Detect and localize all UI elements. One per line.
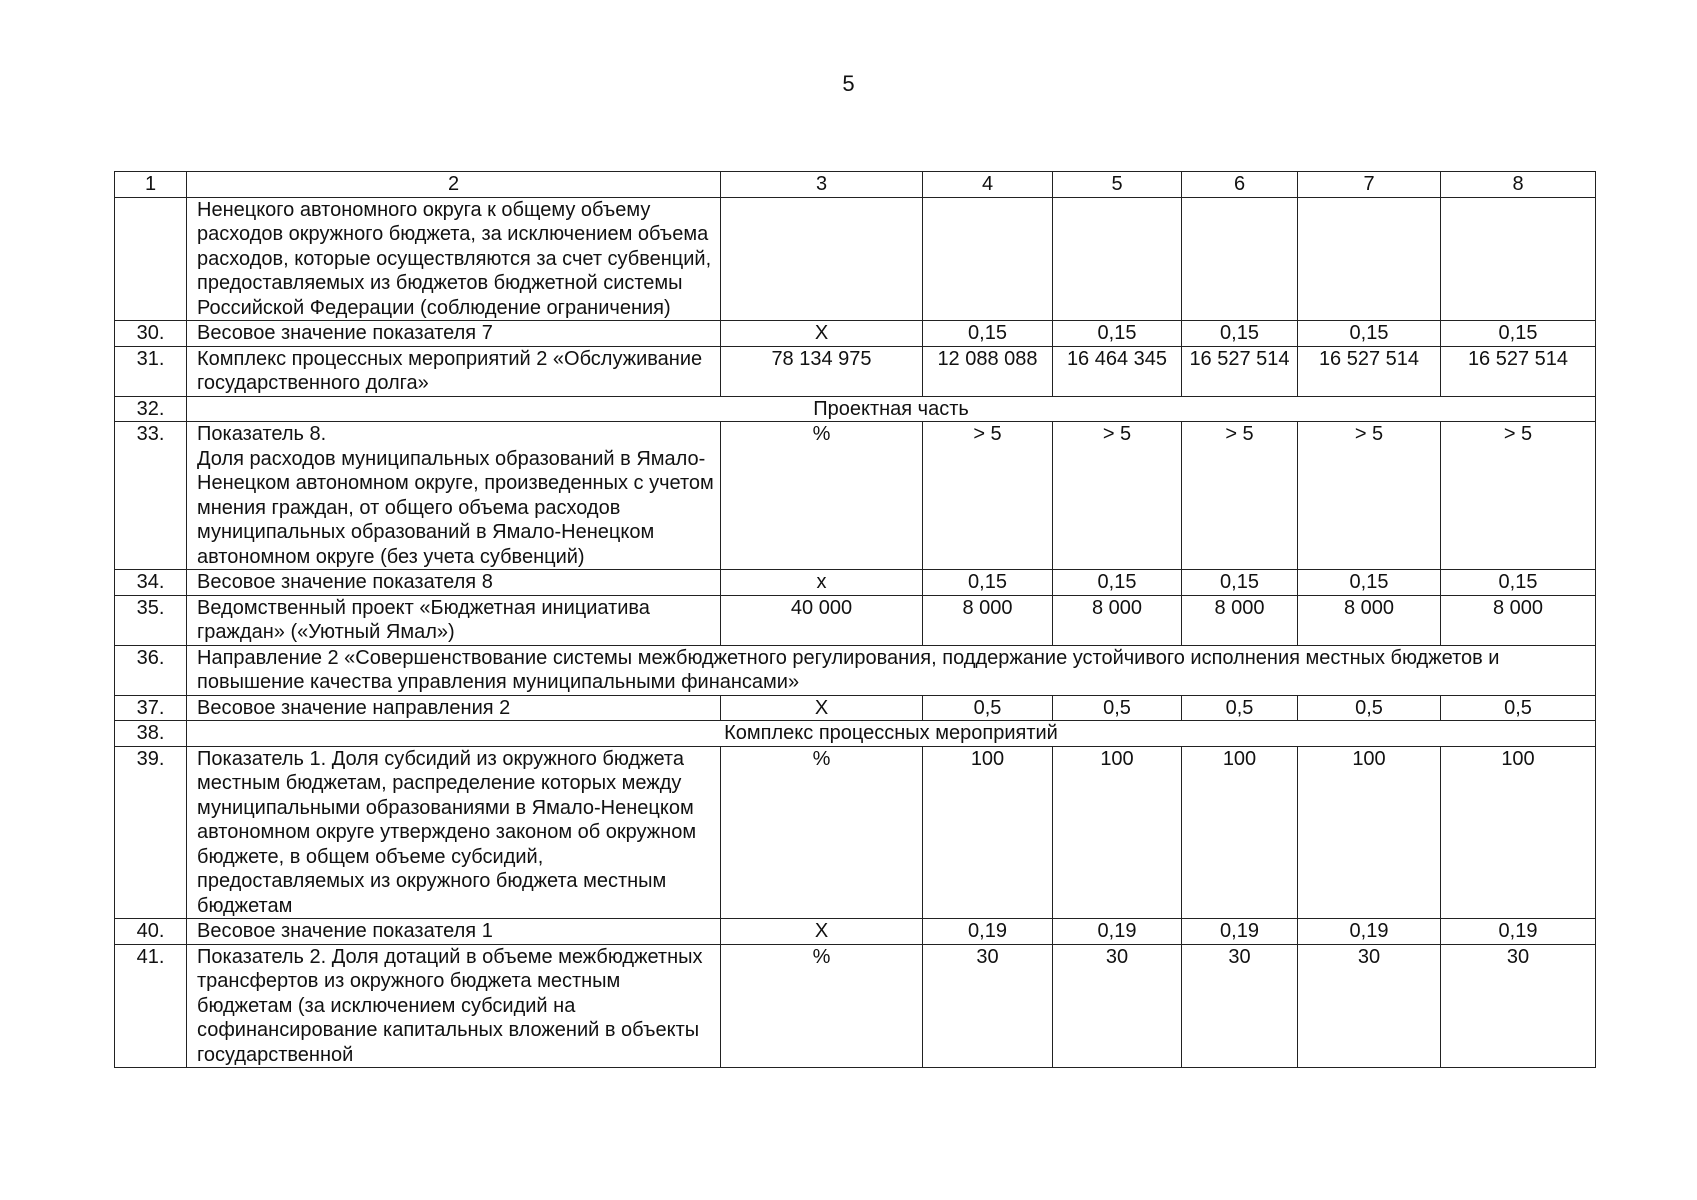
year-value: > 5 xyxy=(1053,422,1182,570)
year-value: 0,15 xyxy=(1182,570,1298,596)
row-number: 39. xyxy=(115,746,187,919)
row-description: Показатель 2. Доля дотаций в объеме межбюджетных трансфертов из окружного бюджета местным бюджетам (за исключением субсидий на софинансирование капитальных вложений в объекты государственной xyxy=(187,944,721,1068)
row-number: 41. xyxy=(115,944,187,1068)
total-value: 78 134 975 xyxy=(721,346,923,396)
year-value xyxy=(1298,197,1441,321)
year-value: 16 464 345 xyxy=(1053,346,1182,396)
column-header: 6 xyxy=(1182,172,1298,198)
total-value: Х xyxy=(721,695,923,721)
year-value: 100 xyxy=(923,746,1053,919)
year-value: 30 xyxy=(1441,944,1596,1068)
year-value: > 5 xyxy=(1298,422,1441,570)
section-title: Направление 2 «Совершенствование системы межбюджетного регулирования, поддержание устойчивого исполнения местных бюджетов и повышение качества управления муниципальными финансами» xyxy=(187,645,1596,695)
total-value: % xyxy=(721,746,923,919)
row-number: 35. xyxy=(115,595,187,645)
row-number: 32. xyxy=(115,396,187,422)
section-title: Комплекс процессных мероприятий xyxy=(187,721,1596,747)
year-value: 0,15 xyxy=(1441,570,1596,596)
year-value: 0,19 xyxy=(923,919,1053,945)
year-value: 0,15 xyxy=(1298,321,1441,347)
row-number: 40. xyxy=(115,919,187,945)
table-row xyxy=(115,595,1596,645)
row-description: Весовое значение показателя 8 xyxy=(187,570,721,596)
row-description: Весовое значение показателя 1 xyxy=(187,919,721,945)
year-value: 0,5 xyxy=(1182,695,1298,721)
row-number: 37. xyxy=(115,695,187,721)
row-number: 38. xyxy=(115,721,187,747)
year-value: > 5 xyxy=(1182,422,1298,570)
year-value xyxy=(1053,197,1182,321)
year-value: 100 xyxy=(1298,746,1441,919)
year-value: 0,5 xyxy=(1053,695,1182,721)
table-row xyxy=(115,346,1596,396)
column-header: 8 xyxy=(1441,172,1596,198)
year-value: > 5 xyxy=(923,422,1053,570)
year-value: 0,19 xyxy=(1298,919,1441,945)
row-description: Показатель 1. Доля субсидий из окружного бюджета местным бюджетам, распределение которых между муниципальными образованиями в Ямало-Ненецком автономном округе утверждено законом об окружном бюджете, в общем объеме субсидий, предоставляемых из окружного бюджета местным бюджетам xyxy=(187,746,721,919)
year-value xyxy=(1182,197,1298,321)
row-description: Комплекс процессных мероприятий 2 «Обслуживание государственного долга» xyxy=(187,346,721,396)
year-value: 100 xyxy=(1441,746,1596,919)
column-header: 5 xyxy=(1053,172,1182,198)
year-value: 30 xyxy=(923,944,1053,1068)
section-row xyxy=(115,721,1596,747)
table-row xyxy=(115,944,1596,1068)
table-row xyxy=(115,422,1596,570)
section-title: Проектная часть xyxy=(187,396,1596,422)
year-value: 0,5 xyxy=(1298,695,1441,721)
year-value: 30 xyxy=(1182,944,1298,1068)
total-value: % xyxy=(721,422,923,570)
year-value: 8 000 xyxy=(1441,595,1596,645)
total-value: Х xyxy=(721,919,923,945)
year-value: 12 088 088 xyxy=(923,346,1053,396)
year-value xyxy=(923,197,1053,321)
row-description: Весовое значение направления 2 xyxy=(187,695,721,721)
year-value: 100 xyxy=(1053,746,1182,919)
row-number: 36. xyxy=(115,645,187,695)
year-value: 0,19 xyxy=(1441,919,1596,945)
year-value: 100 xyxy=(1182,746,1298,919)
year-value: 0,15 xyxy=(923,321,1053,347)
year-value: 8 000 xyxy=(1182,595,1298,645)
table-row xyxy=(115,570,1596,596)
year-value: 0,5 xyxy=(923,695,1053,721)
year-value: > 5 xyxy=(1441,422,1596,570)
column-numbers-row xyxy=(115,172,1596,198)
year-value: 0,19 xyxy=(1182,919,1298,945)
row-description: Ненецкого автономного округа к общему объему расходов окружного бюджета, за исключением объема расходов, которые осуществляются за счет субвенций, предоставляемых из бюджетов бюджетной системы Российской Федерации (соблюдение ограничения) xyxy=(187,197,721,321)
year-value: 0,5 xyxy=(1441,695,1596,721)
column-header: 2 xyxy=(187,172,721,198)
row-number: 33. xyxy=(115,422,187,570)
year-value: 16 527 514 xyxy=(1441,346,1596,396)
row-number xyxy=(115,197,187,321)
year-value: 0,15 xyxy=(1053,321,1182,347)
row-description: Весовое значение показателя 7 xyxy=(187,321,721,347)
year-value: 0,15 xyxy=(1441,321,1596,347)
year-value: 0,15 xyxy=(923,570,1053,596)
table-row xyxy=(115,321,1596,347)
page-number: 5 xyxy=(842,71,855,96)
year-value: 0,15 xyxy=(1298,570,1441,596)
row-description: Ведомственный проект «Бюджетная инициатива граждан» («Уютный Ямал») xyxy=(187,595,721,645)
year-value: 30 xyxy=(1053,944,1182,1068)
column-header: 3 xyxy=(721,172,923,198)
column-header: 4 xyxy=(923,172,1053,198)
year-value xyxy=(1441,197,1596,321)
row-number: 34. xyxy=(115,570,187,596)
total-value: х xyxy=(721,570,923,596)
column-header: 1 xyxy=(115,172,187,198)
row-number: 30. xyxy=(115,321,187,347)
row-number: 31. xyxy=(115,346,187,396)
table-row xyxy=(115,197,1596,321)
row-description: Показатель 8. Доля расходов муниципальных образований в Ямало-Ненецком автономном округе, произведенных с учетом мнения граждан, от общего объема расходов муниципальных образований в Ямало-Ненецком автономном округе (без учета субвенций) xyxy=(187,422,721,570)
year-value: 0,19 xyxy=(1053,919,1182,945)
indicators-table xyxy=(114,171,1596,1068)
year-value: 30 xyxy=(1298,944,1441,1068)
total-value xyxy=(721,197,923,321)
total-value: % xyxy=(721,944,923,1068)
total-value: Х xyxy=(721,321,923,347)
section-row xyxy=(115,396,1596,422)
column-header: 7 xyxy=(1298,172,1441,198)
year-value: 0,15 xyxy=(1182,321,1298,347)
year-value: 16 527 514 xyxy=(1298,346,1441,396)
year-value: 8 000 xyxy=(1053,595,1182,645)
section-row xyxy=(115,645,1596,695)
year-value: 16 527 514 xyxy=(1182,346,1298,396)
year-value: 8 000 xyxy=(1298,595,1441,645)
table-row xyxy=(115,746,1596,919)
table-row xyxy=(115,919,1596,945)
total-value: 40 000 xyxy=(721,595,923,645)
table-row xyxy=(115,695,1596,721)
year-value: 8 000 xyxy=(923,595,1053,645)
year-value: 0,15 xyxy=(1053,570,1182,596)
